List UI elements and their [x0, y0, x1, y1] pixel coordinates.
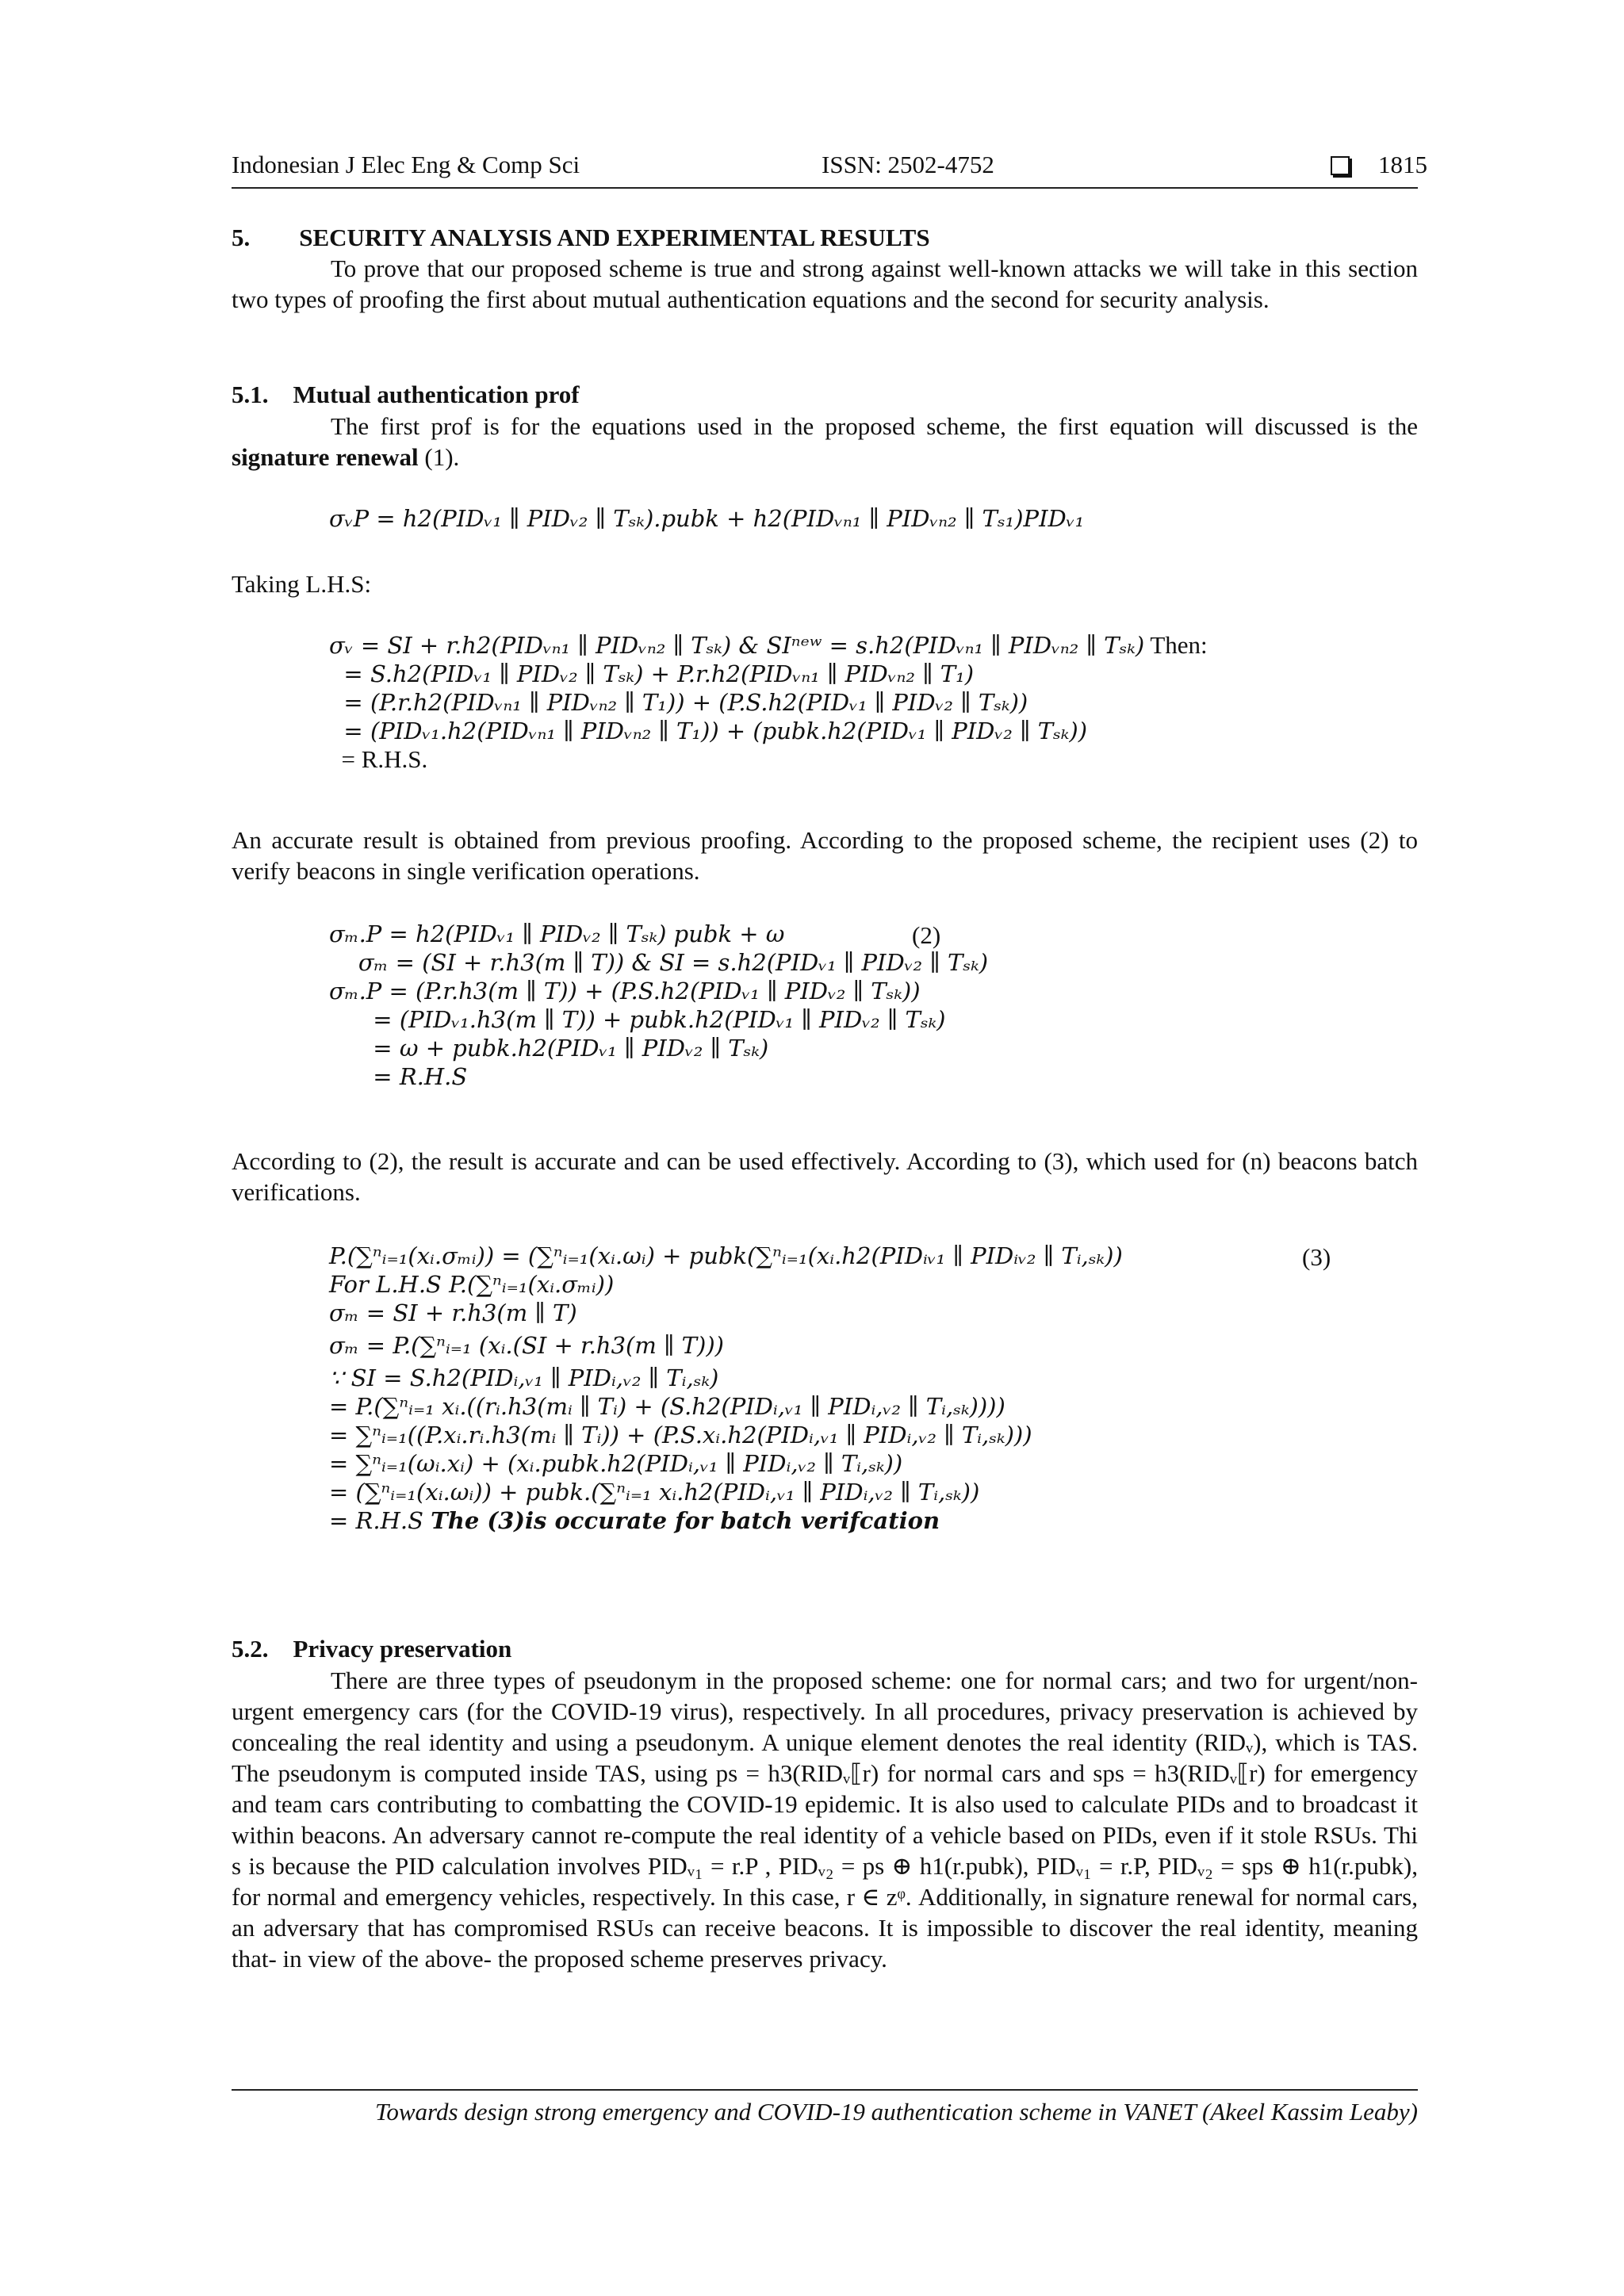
equation-3-line: ∵ SI = S.h2(PIDᵢ,ᵥ₁ ∥ PIDᵢ,ᵥ₂ ∥ Tᵢ,ₛₖ) — [329, 1364, 719, 1391]
equation-3-line: P.(∑ⁿᵢ₌₁(xᵢ.σₘᵢ)) = (∑ⁿᵢ₌₁(xᵢ.ωᵢ) + pubk(∑ⁿᵢ₌₁(xᵢ.h2(PIDᵢᵥ₁ ∥ PIDᵢᵥ₂ ∥ Tᵢ,ₛₖ)) — [329, 1242, 1123, 1269]
proof-1-rhs: = R.H.S. — [329, 745, 428, 773]
section-5-2-paragraph: There are three types of pseudonym in the proposed scheme: one for normal cars; and two for urgent/non-urgent emergency cars (for the COVID-19 virus), respectively. In all procedures, privacy preservation is achieved by concealing the real identity and using a pseudonym. A unique element denotes the real identity (RIDᵥ), which is TAS. The pseudonym is computed inside TAS, using ps = h3(RIDᵥ⟦r) for normal cars and sps = h3(RIDᵥ⟦r) for emergency and team cars contributing to combatting the COVID-19 epidemic. It is also used to calculate PIDs and to broadcast it within beacons. An adversary cannot re-compute the real identity of a vehicle based on PIDs, even if it stole RSUs. Thi s is because the PID calculation involves PIDᵥ₁ = r.P , PIDᵥ₂ = ps ⊕ h1(r.pubk), PIDᵥ₁ = r.P, PIDᵥ₂ = sps ⊕ h1(r.pubk), for normal and emergency vehicles, respectively. In this case, r ∈ zᵠ. Additionally, in signature renewal for normal cars, an adversary that has compromised RSUs can receive beacons. It is impossible to discover the real identity, meaning that- in view of the above- the proposed scheme preserves privacy. — [232, 1667, 1418, 1973]
equation-3-line: = (∑ⁿᵢ₌₁(xᵢ.ωᵢ)) + pubk.(∑ⁿᵢ₌₁ xᵢ.h2(PIDᵢ,ᵥ₁ ∥ PIDᵢ,ᵥ₂ ∥ Tᵢ,ₛₖ)) — [329, 1479, 980, 1506]
equation-2-block — [329, 920, 988, 1091]
running-head-journal: Indonesian J Elec Eng & Comp Sci — [232, 151, 580, 178]
equation-3-line: σₘ = SI + r.h3(m ∥ T) — [329, 1299, 577, 1326]
equation-1: σᵥP = h2(PIDᵥ₁ ∥ PIDᵥ₂ ∥ Tₛₖ).pubk + h2(PIDᵥₙ₁ ∥ PIDᵥₙ₂ ∥ Tₛ₁)PIDᵥ₁ — [329, 505, 1085, 532]
proof-1-line: σᵥ = SI + r.h2(PIDᵥₙ₁ ∥ PIDᵥₙ₂ ∥ Tₛₖ) & SIⁿᵉʷ = s.h2(PIDᵥₙ₁ ∥ PIDᵥₙ₂ ∥ Tₛₖ) Then: — [329, 631, 1208, 659]
equation-2-line: σₘ = (SI + r.h3(m ∥ T)) & SI = s.h2(PIDᵥ₁ ∥ PIDᵥ₂ ∥ Tₛₖ) — [329, 949, 989, 976]
running-foot: Towards design strong emergency and COVID-19 authentication scheme in VANET (Akeel Kassim Leaby) — [374, 2098, 1418, 2126]
equation-2-line: = (PIDᵥ₁.h3(m ∥ T)) + pubk.h2(PIDᵥ₁ ∥ PIDᵥ₂ ∥ Tₛₖ) — [329, 1006, 946, 1033]
proof-1-line: = (PIDᵥ₁.h2(PIDᵥₙ₁ ∥ PIDᵥₙ₂ ∥ T₁)) + (pubk.h2(PIDᵥ₁ ∥ PIDᵥ₂ ∥ Tₛₖ)) — [329, 718, 1088, 744]
equation-2-line: = ω + pubk.h2(PIDᵥ₁ ∥ PIDᵥ₂ ∥ Tₛₖ) — [329, 1035, 769, 1062]
proof-1-block — [329, 631, 1208, 774]
proof-1-line: = (P.r.h2(PIDᵥₙ₁ ∥ PIDᵥₙ₂ ∥ T₁)) + (P.S.h2(PIDᵥ₁ ∥ PIDᵥ₂ ∥ Tₛₖ)) — [329, 689, 1028, 716]
section-5-title: 5. SECURITY ANALYSIS AND EXPERIMENTAL RESULTS — [232, 224, 930, 251]
equation-2-number: (2) — [912, 921, 941, 949]
section-5-1-paragraph: The first prof is for the equations used in the proposed scheme, the first equation will discussed is the signature renewal (1). — [232, 412, 1418, 471]
taking-lhs-label: Taking L.H.S: — [232, 570, 372, 598]
square-bullet-icon — [1331, 156, 1350, 175]
equation-2-line: σₘ.P = (P.r.h3(m ∥ T)) + (P.S.h2(PIDᵥ₁ ∥ PIDᵥ₂ ∥ Tₛₖ)) — [329, 978, 921, 1004]
section-5-1-title: 5.1. Mutual authentication prof — [232, 381, 580, 408]
equation-3-line: σₘ = P.(∑ⁿᵢ₌₁ (xᵢ.(SI + r.h3(m ∥ T))) — [329, 1332, 724, 1359]
section-5-paragraph: To prove that our proposed scheme is true and strong against well-known attacks we will take in this section two types of proofing the first about mutual authentication equations and the second for security analysis. — [232, 254, 1418, 313]
section-5-1-paragraph-3: According to (2), the result is accurate and can be used effectively. According to (3), which used for (n) beacons batch verifications. — [232, 1147, 1418, 1206]
proof-1-line: = S.h2(PIDᵥ₁ ∥ PIDᵥ₂ ∥ Tₛₖ) + P.r.h2(PIDᵥₙ₁ ∥ PIDᵥₙ₂ ∥ T₁) — [329, 660, 975, 687]
equation-3-line: = R.H.S The (3)is occurate for batch verifcation — [329, 1507, 940, 1534]
header-rule — [232, 187, 1418, 189]
section-5-2-title: 5.2. Privacy preservation — [232, 1635, 512, 1663]
equation-3-block — [329, 1242, 1123, 1535]
equation-2-line: σₘ.P = h2(PIDᵥ₁ ∥ PIDᵥ₂ ∥ Tₛₖ) pubk + ω — [329, 920, 785, 947]
equation-2-line: = R.H.S — [329, 1063, 468, 1090]
batch-verification-note: The (3)is occurate for batch verifcation — [431, 1507, 940, 1534]
equation-3-number: (3) — [1302, 1243, 1331, 1271]
footer-rule — [232, 2089, 1418, 2091]
equation-3-line: = P.(∑ⁿᵢ₌₁ xᵢ.((rᵢ.h3(mᵢ ∥ Tᵢ) + (S.h2(PIDᵢ,ᵥ₁ ∥ PIDᵢ,ᵥ₂ ∥ Tᵢ,ₛₖ)))) — [329, 1393, 1005, 1420]
running-head-issn: ISSN: 2502-4752 — [822, 151, 994, 178]
page-number: 1815 — [1378, 151, 1427, 178]
equation-3-line: = ∑ⁿᵢ₌₁(ωᵢ.xᵢ) + (xᵢ.pubk.h2(PIDᵢ,ᵥ₁ ∥ PIDᵢ,ᵥ₂ ∥ Tᵢ,ₛₖ)) — [329, 1450, 903, 1477]
equation-3-line: For L.H.S P.(∑ⁿᵢ₌₁(xᵢ.σₘᵢ)) — [329, 1271, 615, 1298]
section-5-1-paragraph-2: An accurate result is obtained from previous proofing. According to the proposed scheme, the recipient uses (2) to verify beacons in single verification operations. — [232, 826, 1418, 885]
equation-3-line: = ∑ⁿᵢ₌₁((P.xᵢ.rᵢ.h3(mᵢ ∥ Tᵢ)) + (P.S.xᵢ.h2(PIDᵢ,ᵥ₁ ∥ PIDᵢ,ᵥ₂ ∥ Tᵢ,ₛₖ))) — [329, 1422, 1032, 1448]
